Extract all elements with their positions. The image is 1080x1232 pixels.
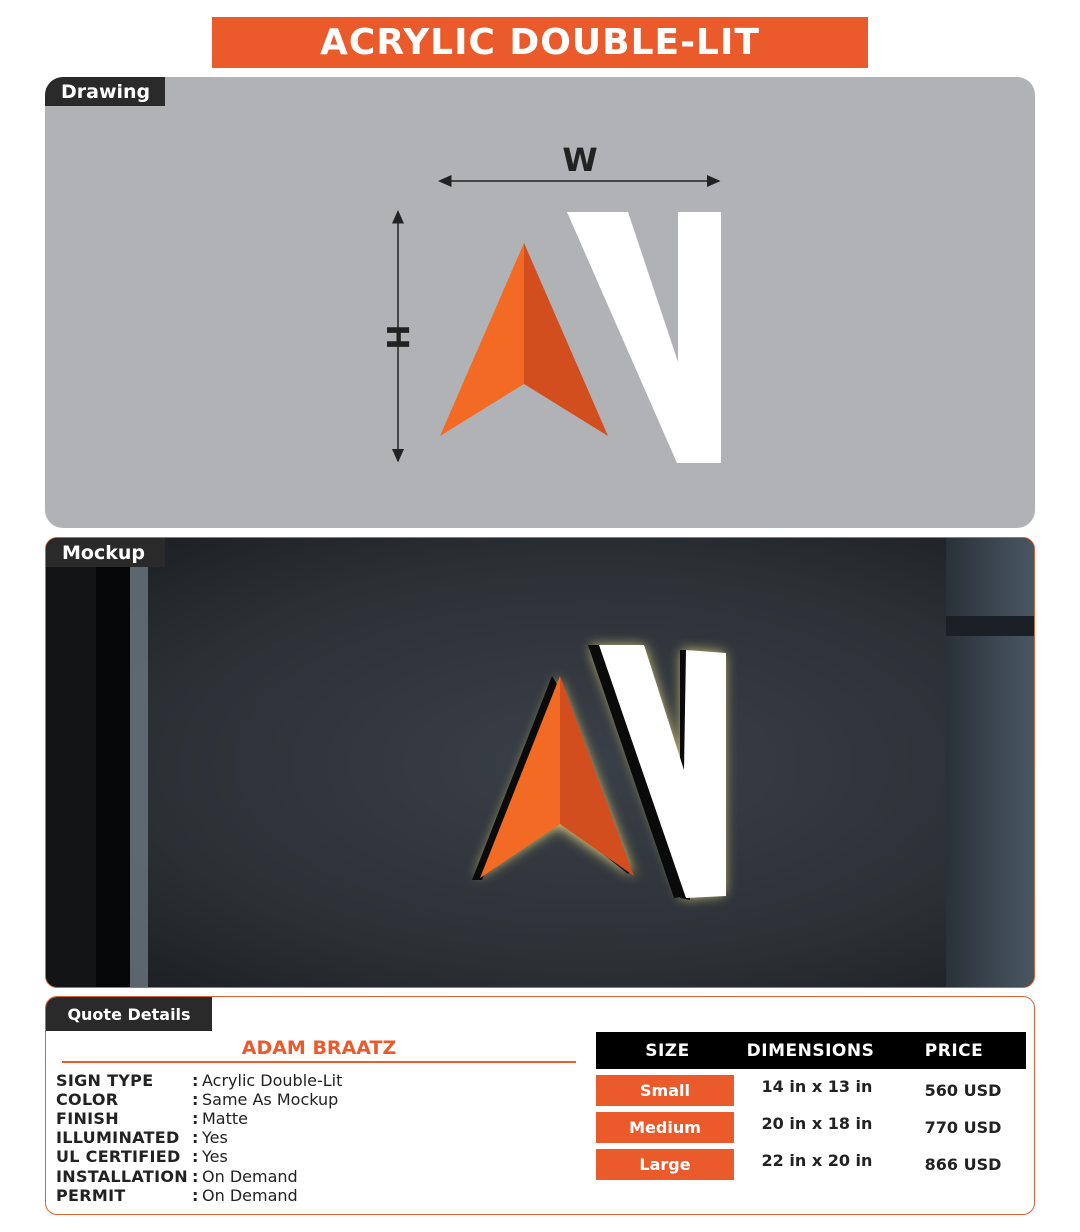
mockup-panel: [45, 537, 1035, 988]
mockup-photo: [46, 538, 1035, 988]
price-value: 866 USD: [924, 1155, 1002, 1174]
spec-key: COLOR: [56, 1090, 119, 1110]
client-name-underline: [62, 1061, 576, 1063]
size-badge: Medium: [596, 1112, 734, 1143]
dimensions-value: 20 in x 18 in: [761, 1114, 873, 1133]
left-light-strip: [130, 563, 148, 988]
spec-value: On Demand: [202, 1166, 298, 1186]
spec-value: Yes: [202, 1128, 228, 1148]
spec-row: SIGN TYPE : Acrylic Double-Lit: [56, 1071, 343, 1091]
price-value: 560 USD: [924, 1081, 1002, 1100]
quote-details-tab: Quote Details: [46, 997, 212, 1031]
header-price: PRICE: [924, 1040, 984, 1061]
spec-value: Yes: [202, 1147, 228, 1167]
client-name: ADAM BRAATZ: [241, 1037, 397, 1059]
spec-key: UL CERTIFIED: [56, 1147, 181, 1167]
price-value: 770 USD: [924, 1118, 1002, 1137]
quote-details-panel: [45, 996, 1035, 1215]
table-row: [596, 1112, 1026, 1143]
spec-row: ILLUMINATED : Yes: [56, 1128, 228, 1148]
right-glass-panel: [946, 538, 1035, 988]
spec-row: INSTALLATION : On Demand: [56, 1166, 298, 1186]
drawing-tab: Drawing: [45, 77, 165, 106]
top-right-ledge: [946, 616, 1035, 636]
spec-value: Matte: [202, 1109, 248, 1129]
logo-n-shape: [567, 212, 721, 463]
drawing-illustration: [45, 77, 1035, 528]
dimensions-value: 22 in x 20 in: [761, 1151, 873, 1170]
header-size: SIZE: [645, 1040, 690, 1061]
table-row: [596, 1149, 1026, 1180]
size-badge: Large: [596, 1149, 734, 1180]
spec-key: INSTALLATION: [56, 1166, 188, 1186]
spec-value: On Demand: [202, 1185, 298, 1205]
spec-key: ILLUMINATED: [56, 1128, 180, 1148]
left-door-frame: [96, 563, 130, 988]
spec-key: FINISH: [56, 1109, 119, 1129]
size-badge: Small: [596, 1075, 734, 1106]
header-dimensions: DIMENSIONS: [746, 1040, 875, 1061]
spec-row: COLOR : Same As Mockup: [56, 1090, 339, 1110]
spec-value: Acrylic Double-Lit: [202, 1071, 343, 1091]
spec-row: PERMIT : On Demand: [56, 1185, 298, 1205]
spec-key: PERMIT: [56, 1185, 126, 1205]
price-table-header: [596, 1032, 1026, 1069]
logo-arrow-left-face: [440, 243, 524, 436]
dimensions-value: 14 in x 13 in: [761, 1077, 873, 1096]
spec-row: FINISH : Matte: [56, 1109, 248, 1129]
left-wall-edge: [46, 538, 96, 988]
mockup-tab: Mockup: [46, 538, 165, 567]
drawing-panel: [45, 77, 1035, 528]
price-table: [596, 1032, 1026, 1180]
table-row: [596, 1075, 1026, 1106]
spec-list: [56, 1071, 576, 1205]
spec-key: SIGN TYPE: [56, 1071, 154, 1091]
width-label: W: [562, 141, 598, 179]
page-title: ACRYLIC DOUBLE-LIT: [212, 17, 868, 68]
spec-value: Same As Mockup: [202, 1090, 339, 1110]
spec-row: UL CERTIFIED : Yes: [56, 1147, 228, 1167]
height-label: H: [379, 324, 414, 350]
